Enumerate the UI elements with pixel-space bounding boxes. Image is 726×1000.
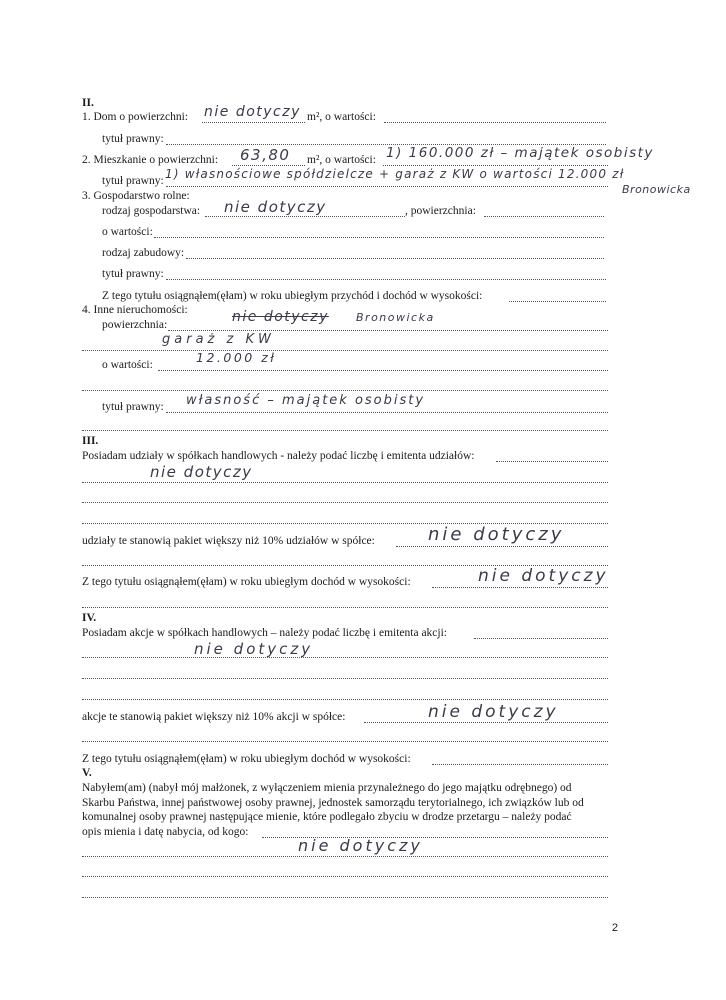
- farm-type-label: rodzaj gospodarstwa:: [102, 205, 201, 217]
- shares-package-dots: [396, 546, 608, 547]
- section-5-dots-2: [82, 856, 608, 857]
- section-5-text-4: opis mienia i datę nabycia, od kogo:: [82, 826, 249, 838]
- section-3-heading: III.: [82, 435, 99, 447]
- flat-title-handwriting: 1) własnościowe spółdzielcze + garaż z KW o wartości 12.000 zł: [165, 167, 625, 181]
- farm-buildings-dots: [186, 258, 604, 259]
- shares-income-dots-2: [82, 607, 608, 608]
- shares-package-handwriting: nie dotyczy: [428, 524, 565, 545]
- shares-dots-2: [82, 482, 608, 483]
- other-blank-dots: [82, 390, 608, 391]
- farm-area-dots: [484, 216, 604, 217]
- shares-income-dots: [432, 587, 608, 588]
- section-5-dots-3: [82, 876, 608, 877]
- house-area-dots: [202, 122, 305, 123]
- farm-title-dots: [166, 279, 606, 280]
- stocks-package-label: akcje te stanowią pakiet większy niż 10% akcji w spółce:: [82, 711, 346, 723]
- shares-dots: [496, 461, 608, 462]
- flat-area-handwriting: 63,80: [240, 146, 291, 164]
- shares-package-label: udziały te stanowią pakiet większy niż 10% udziałów w spółce:: [82, 535, 375, 547]
- shares-income-label: Z tego tytułu osiągnąłem(ęłam) w roku ubiegłym dochód w wysokości:: [82, 576, 411, 588]
- flat-area-dots: [232, 165, 305, 166]
- shares-label: Posiadam udziały w spółkach handlowych - należy podać liczbę i emitenta udziałów:: [82, 450, 475, 462]
- flat-title-label: tytuł prawny:: [102, 175, 164, 187]
- other-title-label: tytuł prawny:: [102, 401, 164, 413]
- farm-income-label: Z tego tytułu osiągnąłem(ęłam) w roku ubiegłym przychód i dochód w wysokości:: [102, 290, 483, 302]
- farm-type-handwriting: nie dotyczy: [224, 198, 327, 216]
- stocks-income-dots: [432, 764, 608, 765]
- house-title-label: tytuł prawny:: [102, 133, 164, 145]
- farm-buildings-label: rodzaj zabudowy:: [102, 247, 185, 259]
- house-label: 1. Dom o powierzchni:: [82, 111, 189, 123]
- other-line2-dots: [82, 350, 608, 351]
- farm-value-label: o wartości:: [102, 226, 153, 238]
- house-value-dots: [384, 122, 606, 123]
- other-area-label: powierzchnia:: [102, 319, 168, 331]
- other-area-dots: [168, 330, 608, 331]
- stocks-dots-3: [82, 678, 608, 679]
- stocks-label: Posiadam akcje w spółkach handlowych – należy podać liczbę i emitenta akcji:: [82, 627, 447, 639]
- shares-income-handwriting: nie dotyczy: [478, 566, 609, 586]
- stocks-package-dots-2: [82, 741, 608, 742]
- other-blank-dots-2: [82, 430, 608, 431]
- other-area-added-handwriting: Bronowicka: [356, 311, 435, 324]
- page-number: 2: [611, 922, 618, 934]
- flat-label: 2. Mieszkanie o powierzchni:: [82, 154, 219, 166]
- other-value-dots: [158, 370, 608, 371]
- other-title-dots: [166, 412, 608, 413]
- shares-dots-3: [82, 502, 608, 503]
- other-title-handwriting: własność – majątek osobisty: [186, 393, 426, 408]
- section-5-text-3: komunalnej osoby prawnej następujące mienie, które podlegało zbyciu w drodze przetargu – należy podać: [82, 811, 572, 823]
- farm-income-dots: [509, 301, 606, 302]
- farm-value-dots: [154, 237, 604, 238]
- shares-handwriting: nie dotyczy: [150, 463, 253, 481]
- stocks-dots-2: [82, 657, 608, 658]
- farm-title-label: tytuł prawny:: [102, 268, 164, 280]
- farm-label: 3. Gospodarstwo rolne:: [82, 190, 190, 202]
- stocks-dots-4: [82, 699, 608, 700]
- house-unit: m², o wartości:: [307, 111, 376, 123]
- flat-value-dots: [383, 165, 608, 166]
- flat-title-dots: [166, 186, 608, 187]
- other-value-handwriting: 12.000 zł: [196, 350, 277, 365]
- section-4-heading: IV.: [82, 612, 97, 624]
- section-5-heading: V.: [82, 767, 92, 779]
- house-area-handwriting: nie dotyczy: [204, 104, 301, 120]
- stocks-dots: [474, 638, 608, 639]
- section-5-dots-4: [82, 897, 608, 898]
- other-line2-handwriting: garaż z KW: [162, 332, 275, 347]
- other-property-label: 4. Inne nieruchomości:: [82, 304, 188, 316]
- flat-note-handwriting: Bronowicka: [622, 183, 691, 196]
- farm-area-label: , powierzchnia:: [405, 205, 476, 217]
- flat-value-handwriting: 1) 160.000 zł – majątek osobisty: [386, 145, 654, 161]
- section-5-handwriting: nie dotyczy: [298, 836, 423, 855]
- other-area-struck-handwriting: nie dotyczy: [232, 309, 329, 325]
- stocks-package-dots: [364, 722, 608, 723]
- flat-unit: m², o wartości:: [307, 154, 376, 166]
- section-5-text-2: Skarbu Państwa, innej państwowej osoby prawnej, jednostek samorządu terytorialnego, ich związków lub od: [82, 797, 584, 809]
- stocks-package-handwriting: nie dotyczy: [428, 702, 559, 722]
- farm-type-dots: [205, 216, 405, 217]
- stocks-handwriting: nie dotyczy: [194, 640, 314, 658]
- stocks-income-label: Z tego tytułu osiągnąłem(ęłam) w roku ubiegłym dochód w wysokości:: [82, 753, 411, 765]
- other-value-label: o wartości:: [102, 359, 153, 371]
- section-2-heading: II.: [82, 97, 94, 109]
- section-5-text-1: Nabyłem(am) (nabył mój małżonek, z wyłączeniem mienia przynależnego do jego majątku odrębnego) od: [82, 782, 572, 794]
